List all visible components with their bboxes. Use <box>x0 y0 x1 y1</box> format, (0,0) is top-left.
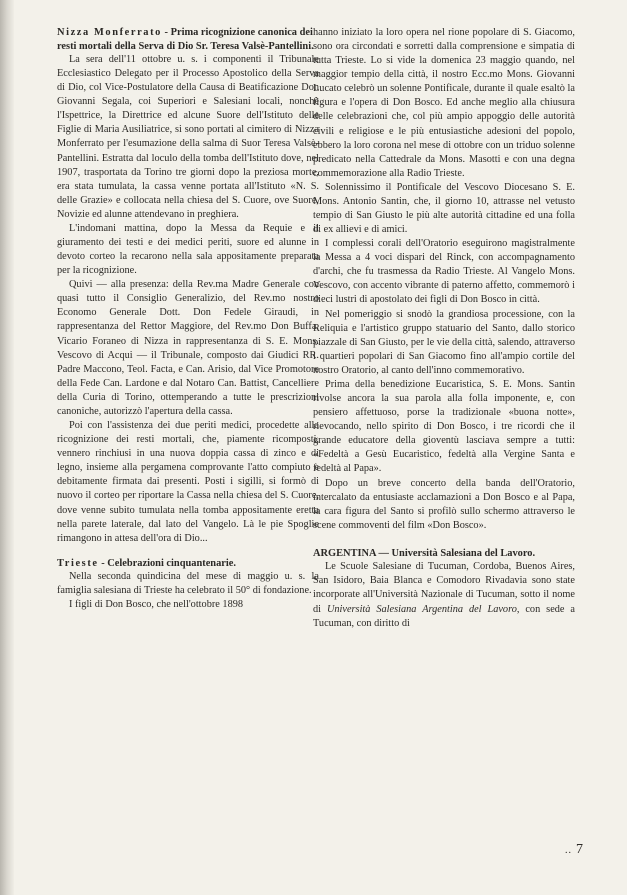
article-title: Università Salesiana del Lavoro. <box>391 547 536 559</box>
article-place: ARGENTINA <box>313 547 376 559</box>
page-number-value: 7 <box>576 842 583 857</box>
paragraph: hanno iniziato la loro opera nel rione popolare di S. Giacomo, sono ora circondati e sorretti dalla comprensione e simpatia di tutta Trieste. Lo si vide la domenica 23 maggio quando, nel maggior tempio della città, il nostro Ecc.mo Mons. Giovanni Lucato celebrò un solenne Pontificale, durante il quale esaltò la figura e l'opera di Don Bosco. Ed anche meglio alla chiusura delle celebrazioni che, col più ampio appoggio delle autorità civili e religiose e le più entusiastiche adesioni del popolo, ebbero la loro corona nel mese di ottobre con un triduo solenne predicato nella Cattedrale da Mons. Masotti e con una degna commemorazione alla Radio Trieste. <box>313 27 575 179</box>
article-heading-trieste: Trieste - Celebrazioni cinquantenarie. <box>57 557 236 569</box>
page-number <box>565 842 583 858</box>
paragraph: Nella seconda quindicina del mese di maggio u. s. la famiglia salesiana di Trieste ha celebrato il 50° di fondazione. <box>57 571 319 597</box>
paragraph: Dopo un breve concerto della banda dell'Oratorio, intercalato da entusiaste acclamazioni a Don Bosco e al Papa, la cara figura del Santo si profilò sullo schermo attraverso le scene commoventi del film «Don Bosco». <box>313 477 575 531</box>
paragraph: La sera dell'11 ottobre u. s. i componenti il Tribunale Ecclesiastico Delegato per il Processo Apostolico della Serva di Dio, col Vice-Postulatore della Causa di Beatificazione Don Giovanni Segala, coi Superiori e Salesiani locali, nonchè l'Ispettrice, la Direttrice ed alcune Suore dell'Istituto delle Figlie di Maria Ausiliatrice, si sono portati al cimitero di Nizza Monferrato per l'esumazione della salma di Suor Teresa Valsè-Pantellini. Estratta dal loculo della tomba dell'Istituto dove, nel 1907, trasportata da Torino tre giorni dopo la preziosa morte, era stata tumulata, la cassa venne portata all'Istituto «N. S. delle Grazie» e collocata nella chiesa del S. Cuore, ove Suore, Novizie ed alunne attendevano in preghiera. <box>57 54 319 220</box>
right-column <box>313 26 575 631</box>
paragraph: Nel pomeriggio si snodò la grandiosa processione, con la Reliquia e l'artistico gruppo statuario del Santo, dallo storico piazzale di San Giusto, per le vie della città, salendo, attraverso i quartieri popolari di San Giacomo fino all'ampio cortile del nostro Oratorio, al canto dell'inno commemorativo. <box>313 308 575 376</box>
article-place: Trieste <box>57 557 99 569</box>
article-title: Prima ricognizione canonica dei resti mortali della Serva di Dio Sr. Teresa Valsè-Pantellini. <box>57 27 314 52</box>
paragraph: I figli di Don Bosco, che nell'ottobre 1898 <box>69 599 244 611</box>
page-binding-edge <box>0 0 14 895</box>
article-title: Celebrazioni cinquantenarie. <box>107 557 236 569</box>
paragraph: L'indomani mattina, dopo la Messa da Requie e il giuramento dei testi e dei medici periti, suore ed alunne in devoto corteo la recarono nella sala appositamente preparata per la ricognizione. <box>57 222 319 277</box>
paragraph: I complessi corali dell'Oratorio eseguirono magistralmente la Messa a 4 voci dispari del Rinck, con accompagnamento d'archi, che fu trasmessa da Radio Trieste. Al Vangelo Mons. Vescovo, con accento vibrante di paterno affetto, commemorò i dieci lustri di apostolato dei figli di Don Bosco in città. <box>313 238 575 306</box>
paragraph: Quivi — alla presenza: della Rev.ma Madre Generale con quasi tutto il Consiglio Generalizio, del Rev.mo nostro Economo Generale Dott. Don Fedele Giraudi, in rappresentanza del Rettor Maggiore, del Rev.mo Don Buffa, Vicario Foraneo di Nizza in rappresentanza di S. E. Mons. Vescovo di Acqui — il Tribunale, composto dai Giudici RR. Padre Maccono, Teol. Facta, e Can. Arisio, dal Vice Promotore della Fede Can. Lardone e dal Notaro Can. Battist, Cancelliere della Curia di Torino, ottemperando a tutte le prescrizioni canoniche, autorizzò l'apertura della cassa. <box>57 279 319 417</box>
page-number-dots: .. <box>565 845 572 856</box>
paragraph: Prima della benedizione Eucaristica, S. E. Mons. Santin rivolse ancora la sua parola alla folla imponente, e, con pensiero affettuoso, porse la tradizionale «buona notte», rievocando, nello spirito di Don Bosco, i tre ricordi che il grande educatore della gioventù lasciava sempre a tutti: «Fedeltà a Gesù Eucaristico, fedeltà alla Vergine Santa e fedeltà al Papa». <box>313 378 575 475</box>
paragraph: Solennissimo il Pontificale del Vescovo Diocesano S. E. Mons. Antonio Santin, che, il giorno 10, attrasse nel vetusto tempio di San Giusto le più alte autorità cittadine ed una folla di ex allievi e di amici. <box>313 181 575 236</box>
left-column <box>57 26 319 612</box>
article-heading-nizza: Nizza Monferrato - Prima ricognizione canonica dei resti mortali della Serva di Dio Sr. Teresa Valsè-Pantellini. <box>57 27 314 52</box>
paragraph: Poi con l'assistenza dei due periti medici, procedette alla ricognizione dei resti mortali, che, piamente ricomposti, vennero rinchiusi in una nuova doppia cassa di zinco e di legno, insieme alla pergamena comprovante l'atto compiuto e debitamente firmata dai presenti. Posti i sigilli, si formò di nuovo il corteo per riportare la Cassa nella chiesa del S. Cuore, dove venne subito tumulata nella tomba appositamente eretta nella parete laterale, dal lato del Vangelo. Là le pie Spoglie rimangono in attesa dell'ora di Dio... <box>57 420 319 544</box>
paragraph: Le Scuole Salesiane di Tucuman, Cordoba, Buenos Aires, San Isidoro, Baia Blanca e Comodoro Rivadavia sono state incorporate all'Università Nazionale di Tucuman, sotto il nome di Università Salesiana Argentina del Lavoro, con sede a Tucuman, con diritto di <box>313 561 575 629</box>
italic-name: Università Salesiana Argentina del Lavoro <box>326 603 517 615</box>
article-place: Nizza Monferrato <box>57 27 162 38</box>
article-heading-argentina: ARGENTINA — Università Salesiana del Lavoro. <box>313 547 536 559</box>
